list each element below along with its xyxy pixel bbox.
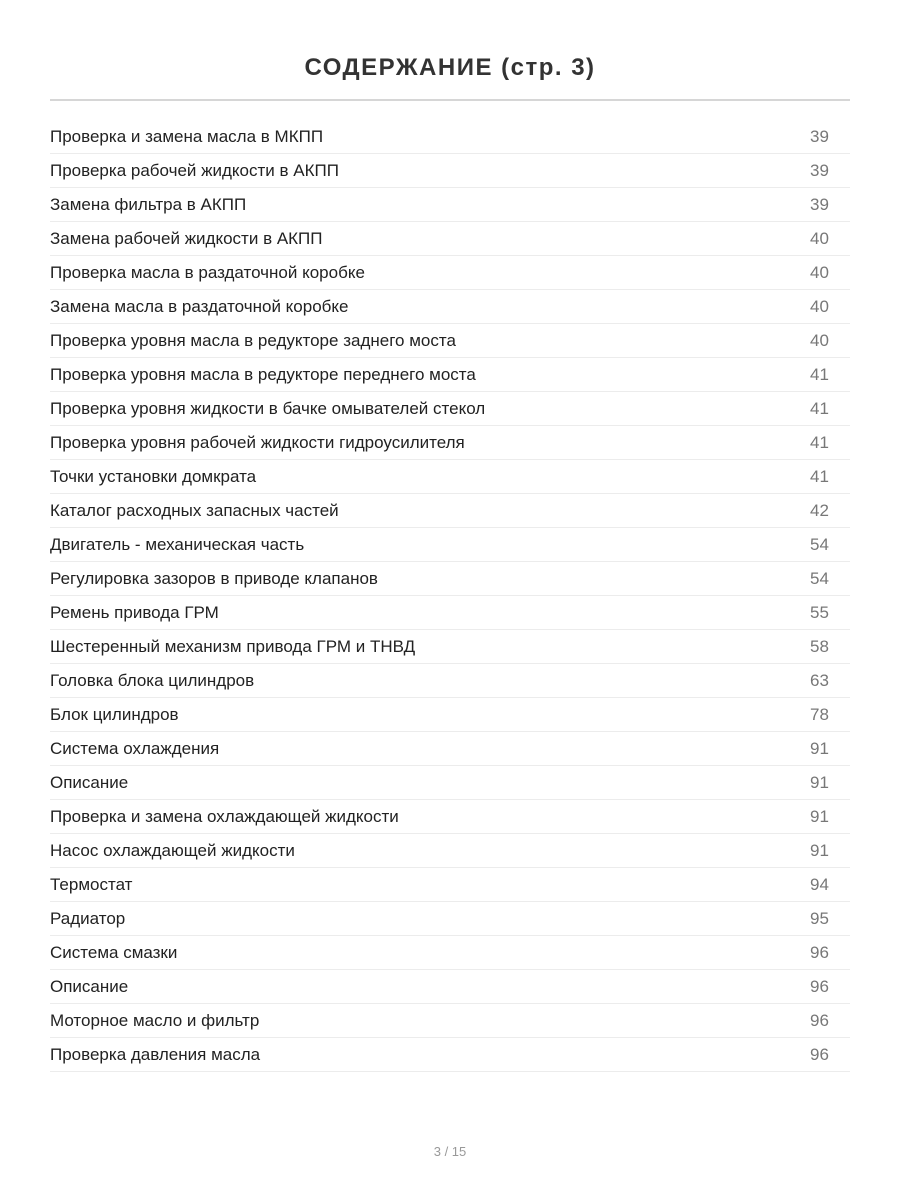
toc-entry-page: 40 [810, 330, 829, 350]
toc-entry-page: 91 [810, 806, 829, 826]
toc-entry[interactable] [50, 970, 850, 1004]
toc-entry[interactable] [50, 460, 850, 494]
toc-entry[interactable] [50, 902, 850, 936]
toc-entry[interactable] [50, 800, 850, 834]
toc-entry-title: Регулировка зазоров в приводе клапанов [50, 568, 378, 588]
toc-entry-page: 58 [810, 636, 829, 656]
toc-entry-title: Термостат [50, 874, 133, 894]
page-title: СОДЕРЖАНИЕ (стр. 3) [304, 54, 596, 82]
toc-entry[interactable] [50, 732, 850, 766]
toc-entry-page: 96 [810, 942, 829, 962]
toc-list [50, 120, 850, 1072]
toc-entry[interactable] [50, 358, 850, 392]
toc-entry-title: Моторное масло и фильтр [50, 1010, 260, 1030]
page-indicator: 3 / 15 [433, 1144, 467, 1159]
toc-entry-title: Замена рабочей жидкости в АКПП [50, 228, 323, 248]
toc-entry-page: 91 [810, 840, 829, 860]
toc-entry[interactable] [50, 392, 850, 426]
toc-entry-title: Ремень привода ГРМ [50, 602, 219, 622]
toc-entry[interactable] [50, 630, 850, 664]
toc-entry-page: 40 [810, 296, 829, 316]
toc-entry[interactable] [50, 324, 850, 358]
toc-entry-title: Проверка рабочей жидкости в АКПП [50, 160, 339, 180]
toc-entry[interactable] [50, 698, 850, 732]
toc-entry-page: 41 [810, 398, 829, 418]
toc-entry[interactable] [50, 936, 850, 970]
toc-entry-page: 54 [810, 568, 829, 588]
toc-entry[interactable] [50, 664, 850, 698]
toc-entry-page: 40 [810, 262, 829, 282]
toc-entry[interactable] [50, 120, 850, 154]
toc-entry-page: 94 [810, 874, 829, 894]
toc-entry-title: Система смазки [50, 942, 178, 962]
toc-entry-page: 96 [810, 1010, 829, 1030]
toc-entry-title: Шестеренный механизм привода ГРМ и ТНВД [50, 636, 416, 656]
toc-entry-title: Замена масла в раздаточной коробке [50, 296, 349, 316]
toc-entry-title: Точки установки домкрата [50, 466, 257, 486]
toc-entry-title: Система охлаждения [50, 738, 220, 758]
toc-entry-title: Блок цилиндров [50, 704, 179, 724]
toc-entry[interactable] [50, 528, 850, 562]
toc-entry-title: Описание [50, 772, 129, 792]
toc-entry[interactable] [50, 868, 850, 902]
title-divider [50, 99, 850, 101]
toc-entry-title: Насос охлаждающей жидкости [50, 840, 295, 860]
toc-entry-title: Проверка давления масла [50, 1044, 261, 1064]
toc-entry-page: 41 [810, 364, 829, 384]
toc-entry-title: Замена фильтра в АКПП [50, 194, 247, 214]
toc-entry-page: 96 [810, 976, 829, 996]
toc-entry[interactable] [50, 290, 850, 324]
toc-entry-page: 95 [810, 908, 829, 928]
toc-entry[interactable] [50, 154, 850, 188]
toc-entry[interactable] [50, 1038, 850, 1072]
toc-entry-page: 39 [810, 160, 829, 180]
toc-entry[interactable] [50, 562, 850, 596]
toc-entry-title: Проверка и замена масла в МКПП [50, 126, 324, 146]
toc-entry-title: Проверка уровня масла в редукторе переднего моста [50, 364, 476, 384]
toc-entry-title: Проверка масла в раздаточной коробке [50, 262, 365, 282]
toc-entry-page: 63 [810, 670, 829, 690]
toc-entry-title: Проверка и замена охлаждающей жидкости [50, 806, 399, 826]
toc-entry-page: 91 [810, 772, 829, 792]
toc-entry-page: 41 [810, 432, 829, 452]
toc-entry[interactable] [50, 834, 850, 868]
toc-entry-page: 96 [810, 1044, 829, 1064]
toc-entry[interactable] [50, 188, 850, 222]
toc-entry[interactable] [50, 426, 850, 460]
toc-entry[interactable] [50, 596, 850, 630]
toc-entry-title: Проверка уровня рабочей жидкости гидроусилителя [50, 432, 465, 452]
toc-entry-page: 41 [810, 466, 829, 486]
toc-entry[interactable] [50, 1004, 850, 1038]
toc-entry-title: Проверка уровня масла в редукторе заднего моста [50, 330, 456, 350]
toc-entry[interactable] [50, 222, 850, 256]
toc-entry-title: Проверка уровня жидкости в бачке омывателей стекол [50, 398, 486, 418]
toc-entry-page: 39 [810, 194, 829, 214]
toc-entry-page: 40 [810, 228, 829, 248]
toc-entry-page: 54 [810, 534, 829, 554]
toc-entry-page: 42 [810, 500, 829, 520]
toc-entry-title: Описание [50, 976, 129, 996]
toc-entry-title: Головка блока цилиндров [50, 670, 255, 690]
toc-entry-title: Каталог расходных запасных частей [50, 500, 339, 520]
toc-entry[interactable] [50, 256, 850, 290]
toc-entry-page: 78 [810, 704, 829, 724]
toc-entry-title: Двигатель - механическая часть [50, 534, 305, 554]
toc-entry-page: 55 [810, 602, 829, 622]
toc-entry-page: 39 [810, 126, 829, 146]
toc-entry[interactable] [50, 494, 850, 528]
toc-entry-page: 91 [810, 738, 829, 758]
toc-entry[interactable] [50, 766, 850, 800]
toc-entry-title: Радиатор [50, 908, 126, 928]
